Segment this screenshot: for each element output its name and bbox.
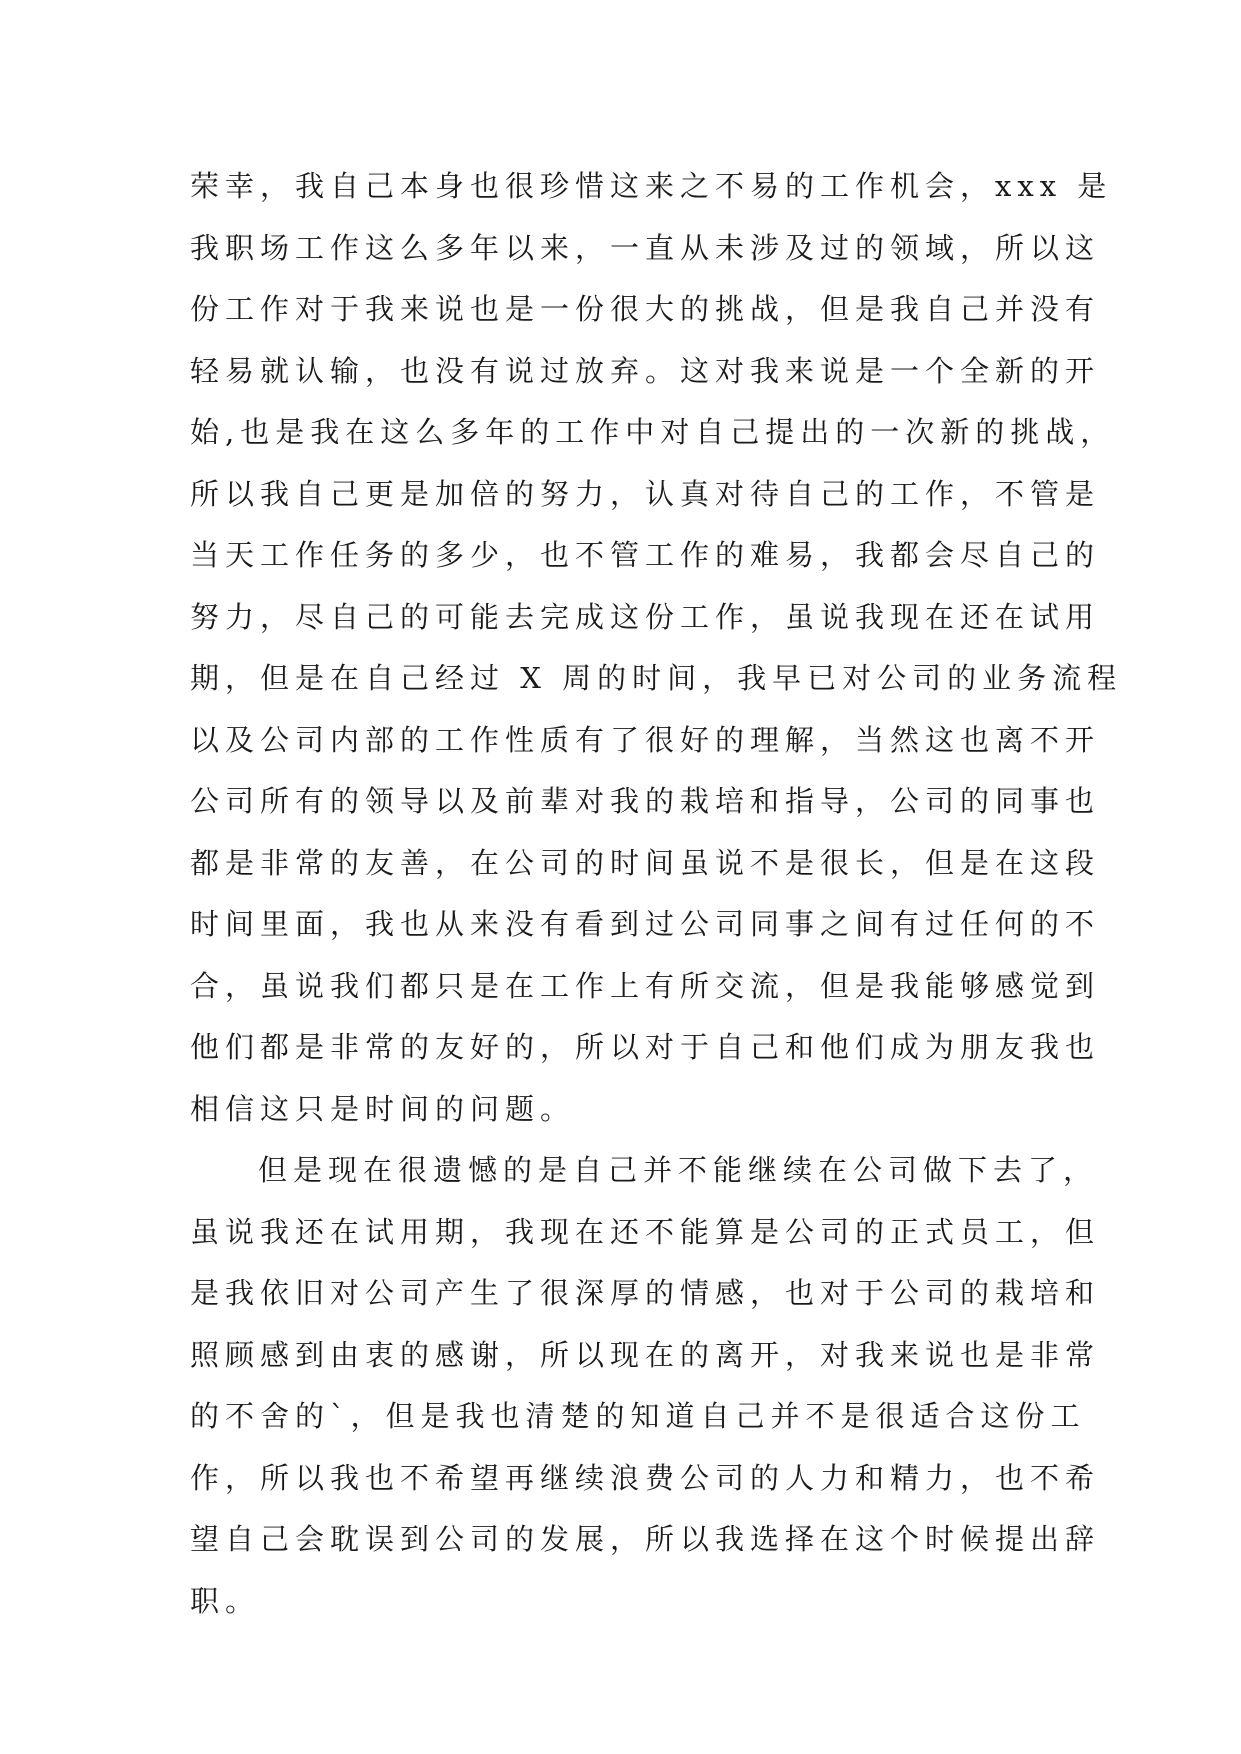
text-line: 当天工作任务的多少，也不管工作的难易，我都会尽自己的 bbox=[190, 538, 1101, 572]
text-line: 努力，尽自己的可能去完成这份工作，虽说我现在还在试用 bbox=[190, 599, 1101, 634]
text-line: 都是非常的友善，在公司的时间虽说不是很长，但是在这段 bbox=[190, 845, 1101, 880]
text-line: 的不舍的`，但是我也清楚的知道自己并不是很适合这份工 bbox=[190, 1399, 1086, 1433]
text-line: 轻易就认输，也没有说过放弃。这对我来说是一个全新的开 bbox=[190, 353, 1101, 388]
document-body bbox=[190, 156, 1123, 1632]
text-line: 期，但是在自己经过 X 周的时间，我早已对公司的业务流程 bbox=[190, 661, 1123, 695]
paragraph-1 bbox=[190, 156, 1123, 1140]
text-line: 职。 bbox=[190, 1583, 261, 1618]
text-line: 作，所以我也不希望再继续浪费公司的人力和精力，也不希 bbox=[190, 1460, 1101, 1495]
text-line: 是我依旧对公司产生了很深厚的情感，也对于公司的栽培和 bbox=[190, 1276, 1101, 1310]
text-line: 以及公司内部的工作性质有了很好的理解，当然这也离不开 bbox=[190, 722, 1101, 757]
text-line: 他们都是非常的友好的，所以对于自己和他们成为朋友我也 bbox=[190, 1030, 1101, 1064]
paragraph-2 bbox=[190, 1140, 1101, 1632]
text-line: 始,也是我在这么多年的工作中对自己提出的一次新的挑战， bbox=[190, 415, 1116, 449]
text-line: 公司所有的领导以及前辈对我的栽培和指导，公司的同事也 bbox=[190, 784, 1101, 818]
text-line: 合，虽说我们都只是在工作上有所交流，但是我能够感觉到 bbox=[190, 968, 1101, 1003]
text-line-indented: 但是现在很遗憾的是自己并不能继续在公司做下去了， bbox=[258, 1153, 1099, 1187]
text-line: 所以我自己更是加倍的努力，认真对待自己的工作，不管是 bbox=[190, 476, 1101, 511]
text-line: 荣幸，我自己本身也很珍惜这来之不易的工作机会，xxx 是 bbox=[190, 169, 1113, 203]
text-line: 时间里面，我也从来没有看到过公司同事之间有过任何的不 bbox=[190, 907, 1101, 941]
text-line: 相信这只是时间的问题。 bbox=[190, 1091, 576, 1126]
text-line: 我职场工作这么多年以来，一直从未涉及过的领域，所以这 bbox=[190, 230, 1101, 265]
text-line: 份工作对于我来说也是一份很大的挑战，但是我自己并没有 bbox=[190, 292, 1101, 326]
text-line: 望自己会耽误到公司的发展，所以我选择在这个时候提出辞 bbox=[190, 1522, 1101, 1556]
text-line: 虽说我还在试用期，我现在还不能算是公司的正式员工，但 bbox=[190, 1214, 1101, 1249]
text-line: 照顾感到由衷的感谢，所以现在的离开，对我来说也是非常 bbox=[190, 1337, 1101, 1372]
